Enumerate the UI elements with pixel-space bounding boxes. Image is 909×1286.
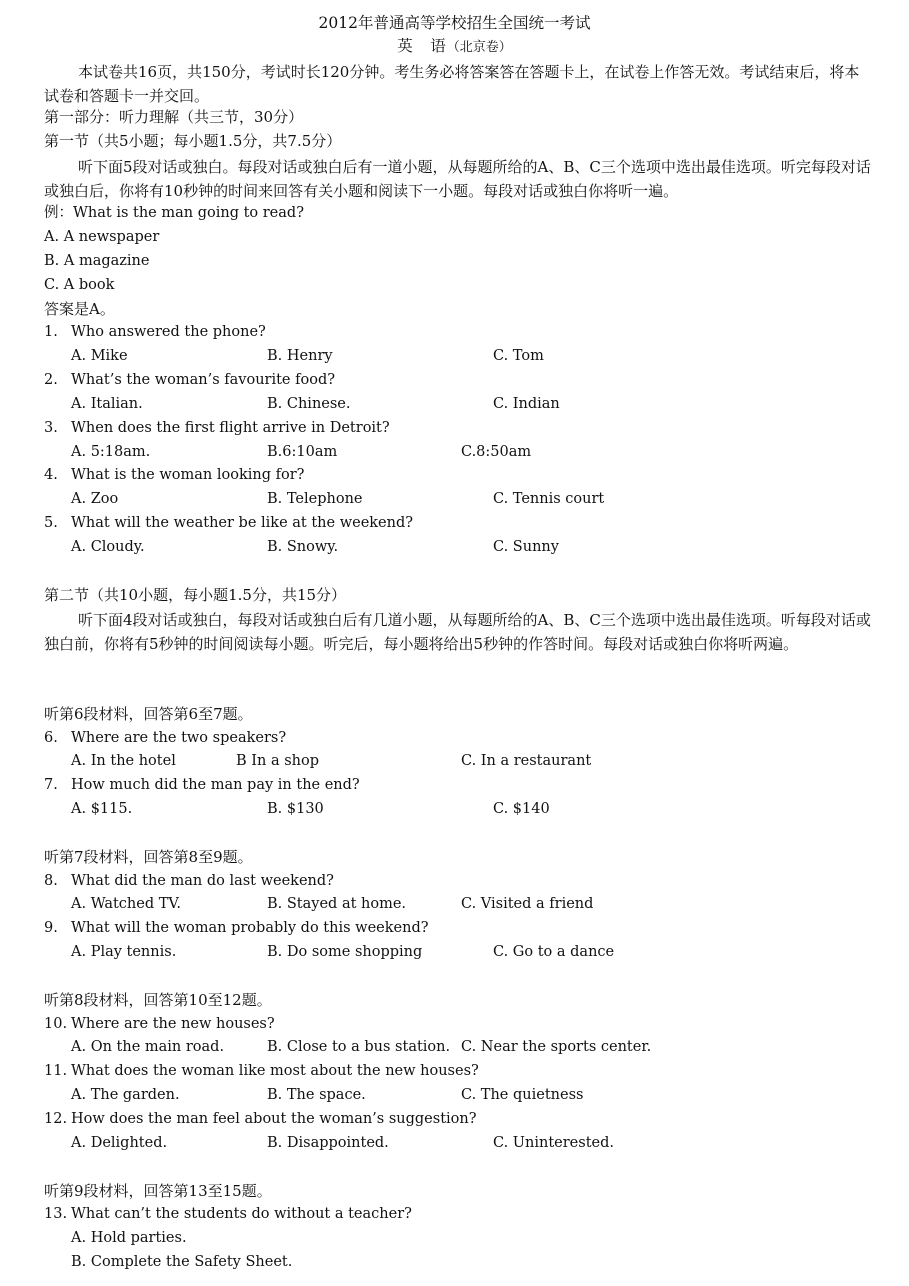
section1-title: 第一节（共5小题；每小题1.5分，共7.5分） [44, 132, 342, 150]
question-number: 6. [44, 730, 58, 746]
option-b: B. The space. [267, 1087, 366, 1103]
option-a: A. The garden. [71, 1087, 180, 1103]
group-heading: 听第9段材料，回答第13至15题。 [44, 1182, 272, 1200]
option-c: C. Near the sports center. [461, 1039, 652, 1055]
question-number: 12. [44, 1111, 68, 1127]
group-heading: 听第8段材料，回答第10至12题。 [44, 991, 272, 1009]
intro-paragraph [44, 60, 874, 108]
option-a: A. $115. [71, 801, 133, 817]
option-c: C. Sunny [493, 539, 559, 555]
group-heading: 听第6段材料，回答第6至7题。 [44, 705, 253, 723]
option-a: A. Cloudy. [71, 539, 145, 555]
question-number: 4. [44, 467, 58, 483]
section2-title: 第二节（共10小题，每小题1.5分，共15分） [44, 586, 347, 604]
question-text: What will the woman probably do this weekend? [71, 920, 429, 936]
question-text: What will the weather be like at the weekend? [71, 515, 414, 531]
question-text: Where are the new houses? [71, 1016, 275, 1032]
question-number: 10. [44, 1016, 68, 1032]
question-text: How does the man feel about the woman’s suggestion? [71, 1111, 477, 1127]
paper-label: （北京卷） [446, 40, 512, 55]
option-a: A. Zoo [71, 491, 119, 507]
group-heading: 听第7段材料，回答第8至9题。 [44, 848, 253, 866]
exam-subtitle [0, 36, 909, 58]
question-number: 5. [44, 515, 58, 531]
question-number: 13. [44, 1206, 68, 1222]
option-b: B. Stayed at home. [267, 896, 407, 912]
option-b: B. Chinese. [267, 396, 351, 412]
question-number: 9. [44, 920, 58, 936]
exam-title: 2012年普通高等学校招生全国统一考试 [318, 14, 591, 32]
option-c: C. In a restaurant [461, 753, 592, 769]
question-number: 3. [44, 420, 58, 436]
question-text: Where are the two speakers? [71, 730, 287, 746]
option-b: B. Complete the Safety Sheet. [71, 1254, 293, 1270]
example-option-b: B. A magazine [44, 253, 150, 269]
section1-instructions [44, 155, 874, 203]
option-a: A. On the main road. [71, 1039, 225, 1055]
question-text: Who answered the phone? [71, 324, 266, 340]
question-text: What is the woman looking for? [71, 467, 305, 483]
option-c: C.8:50am [461, 444, 532, 460]
question-text: What can’t the students do without a teacher? [71, 1206, 412, 1222]
question-text: What does the woman like most about the new houses? [71, 1063, 479, 1079]
example-answer: 答案是A。 [44, 300, 115, 318]
option-b: B. Do some shopping [267, 944, 423, 960]
option-c: C. The quietness [461, 1087, 584, 1103]
option-b: B. Telephone [267, 491, 363, 507]
option-b: B. Snowy. [267, 539, 339, 555]
question-text: When does the first flight arrive in Detroit? [71, 420, 390, 436]
question-number: 1. [44, 324, 58, 340]
question-number: 8. [44, 873, 58, 889]
section2-instructions-text: 听下面4段对话或独白，每段对话或独白后有几道小题，从每题所给的A、B、C三个选项中选出最佳选项。听每段对话或独白前，你将有5秒钟的时间阅读每小题。听完后，每小题将给出5秒钟的作答时间。每段对话或独白你将听两遍。 [44, 611, 871, 653]
option-a: A. In the hotel [71, 753, 176, 769]
example-option-a: A. A newspaper [44, 229, 160, 245]
option-b: B In a shop [236, 753, 319, 769]
option-b: B. Henry [267, 348, 333, 364]
question-number: 11. [44, 1063, 68, 1079]
question-number: 2. [44, 372, 58, 388]
example-question: 例：What is the man going to read? [44, 205, 304, 221]
option-c: C. Uninterested. [493, 1135, 614, 1151]
option-c: C. Go to a dance [493, 944, 615, 960]
subject-label: 英 语 [397, 37, 447, 55]
option-b: B. Disappointed. [267, 1135, 389, 1151]
option-b: B. $130 [267, 801, 324, 817]
question-text: What did the man do last weekend? [71, 873, 334, 889]
option-c: C. Visited a friend [461, 896, 594, 912]
option-c: C. Tennis court [493, 491, 605, 507]
part1-title: 第一部分：听力理解（共三节，30分） [44, 108, 304, 126]
question-text: How much did the man pay in the end? [71, 777, 360, 793]
option-c: C. $140 [493, 801, 550, 817]
option-a: A. Watched TV. [71, 896, 181, 912]
option-b: B. Close to a bus station. [267, 1039, 451, 1055]
option-a: A. 5:18am. [71, 444, 151, 460]
option-a: A. Italian. [71, 396, 143, 412]
option-b: B.6:10am [267, 444, 338, 460]
question-text: What’s the woman’s favourite food? [71, 372, 336, 388]
option-a: A. Mike [71, 348, 128, 364]
section2-instructions [44, 608, 874, 656]
question-number: 7. [44, 777, 58, 793]
option-c: C. Indian [493, 396, 560, 412]
option-a: A. Play tennis. [71, 944, 177, 960]
section1-instructions-text: 听下面5段对话或独白。每段对话或独白后有一道小题，从每题所给的A、B、C三个选项中选出最佳选项。听完每段对话或独白后，你将有10秒钟的时间来回答有关小题和阅读下一小题。每段对话或独白你将听一遍。 [44, 158, 871, 200]
option-a: A. Hold parties. [71, 1230, 187, 1246]
option-a: A. Delighted. [71, 1135, 168, 1151]
example-option-c: C. A book [44, 277, 115, 293]
intro-text: 本试卷共16页，共150分，考试时长120分钟。考生务必将答案答在答题卡上，在试卷上作答无效。考试结束后，将本试卷和答题卡一并交回。 [44, 63, 860, 105]
option-c: C. Tom [493, 348, 544, 364]
